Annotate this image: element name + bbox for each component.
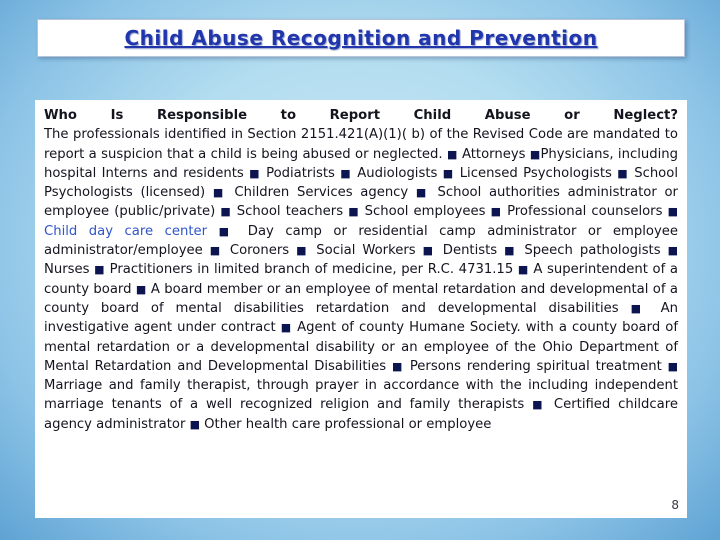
body-run: A superintendent of a county board <box>44 262 678 297</box>
body-run: School employees <box>359 204 491 220</box>
bullet-marker: ■ <box>490 205 502 219</box>
body-run: Nurses <box>44 262 95 278</box>
bullet-marker: ■ <box>209 244 223 258</box>
bullet-marker: ■ <box>135 282 147 296</box>
body-run: Social Workers <box>309 243 423 259</box>
body-run: The professionals identified in Section 2151.421(A)(1)( b) of the Revised Code are mandated to report a suspicion that a child is being abused or neglected. <box>44 127 678 162</box>
body-run: School Psychologists (licensed) <box>44 165 678 201</box>
body-run: Attorneys <box>457 146 530 162</box>
bullet-marker: ■ <box>280 321 293 335</box>
body-run: Podiatrists <box>260 165 341 181</box>
body-run: Dentists <box>435 243 505 259</box>
body-run: Other health care professional or employee <box>199 416 492 432</box>
body-run: Marriage and family therapist, through prayer in accordance with the including independent marriage tenants of a well recognized religion and family therapists <box>44 378 678 413</box>
bullet-marker: ■ <box>212 186 227 200</box>
bullet-marker: ■ <box>415 186 430 200</box>
bullet-marker: ■ <box>532 398 547 412</box>
bullet-marker: ■ <box>218 224 237 238</box>
bullet-marker: ■ <box>391 359 404 373</box>
highlighted-run: Child day care center <box>44 223 219 239</box>
slide-title: Child Abuse Recognition and Prevention <box>124 26 598 50</box>
bullet-marker: ■ <box>348 205 360 219</box>
slide-body-box <box>35 100 687 518</box>
body-run: School authorities administrator or employee (public/private) <box>44 185 678 220</box>
body-run: Children Services agency <box>226 185 416 201</box>
bullet-marker: ■ <box>504 244 518 258</box>
bullet-marker: ■ <box>617 166 629 180</box>
body-run: School teachers <box>231 204 349 220</box>
page-number: 8 <box>671 498 679 512</box>
bullet-marker: ■ <box>667 359 678 373</box>
slide-title-bar <box>37 19 685 57</box>
bullet-marker: ■ <box>340 166 352 180</box>
bullet-marker: ■ <box>442 166 455 180</box>
body-run: Physicians, including hospital Interns and residents <box>44 146 678 181</box>
bullet-marker: ■ <box>667 205 678 219</box>
body-run: Certified childcare agency administrator <box>44 397 678 432</box>
bullet-marker: ■ <box>189 417 200 431</box>
body-heading: Who Is Responsible to Report Child Abuse or Neglect? <box>44 108 678 123</box>
body-run: Licensed Psychologists <box>454 165 618 181</box>
body-run: Speech pathologists <box>517 243 668 259</box>
body-run: A board member or an employee of mental retardation and developmental of a county board of mental disabilities retardation and developmental disabilities <box>44 281 678 316</box>
bullet-marker: ■ <box>220 205 232 219</box>
bullet-marker: ■ <box>667 244 678 258</box>
body-run: Professional counselors <box>501 204 668 220</box>
body-run: Persons rendering spiritual treatment <box>404 358 668 374</box>
bullet-marker: ■ <box>296 244 310 258</box>
body-run: Coroners <box>222 243 297 259</box>
body-run: Day camp or residential camp administrator or employee administrator/employee <box>44 223 678 259</box>
bullet-marker: ■ <box>249 166 261 180</box>
body-run: Audiologists <box>351 165 443 181</box>
bullet-marker: ■ <box>517 263 529 277</box>
bullet-marker: ■ <box>529 147 541 161</box>
bullet-marker: ■ <box>630 301 649 315</box>
bullet-marker: ■ <box>422 244 436 258</box>
body-text <box>44 125 678 434</box>
bullet-marker: ■ <box>446 147 458 161</box>
body-run: Agent of county Humane Society. with a county board of mental retardation or a developmental disability or an employee of the Ohio Department of Mental Retardation and Developmental Disabilities <box>44 320 678 374</box>
body-run: An investigative agent under contract <box>44 300 678 336</box>
bullet-marker: ■ <box>94 263 106 277</box>
body-run: Practitioners in limited branch of medicine, per R.C. 4731.15 <box>105 262 518 278</box>
